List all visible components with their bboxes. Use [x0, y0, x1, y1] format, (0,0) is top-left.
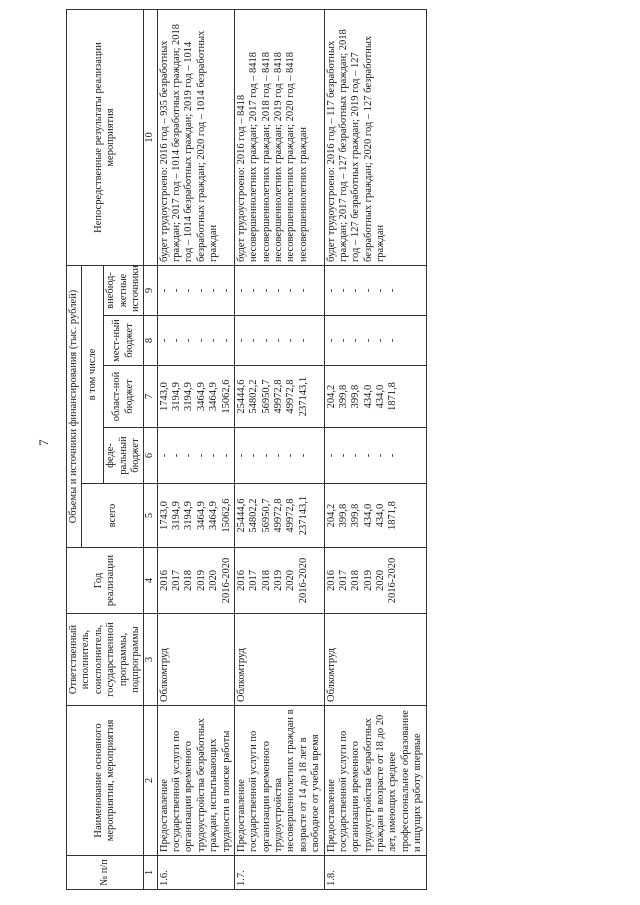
local-value: -: [248, 338, 260, 343]
years-value: 2018: [350, 570, 362, 591]
col-number: 6: [144, 428, 157, 484]
regional-value: 56950,7: [260, 379, 272, 414]
local-cell: [324, 316, 426, 366]
executor: Облкомтруд: [234, 614, 324, 706]
extra-value: -: [158, 288, 170, 293]
local-value: -: [195, 338, 207, 343]
total-value: 434,0: [375, 503, 386, 528]
local-value: -: [183, 338, 195, 343]
regional-value: 434,0: [375, 384, 386, 409]
total-value: 3194,9: [183, 501, 195, 530]
col-number: 7: [144, 366, 157, 428]
row-number: 1.8.: [324, 856, 426, 890]
federal-value: -: [297, 453, 309, 458]
federal-value: -: [350, 453, 362, 458]
local-cell: [234, 316, 324, 366]
extra-value: -: [375, 288, 386, 293]
federal-value: -: [362, 453, 374, 458]
local-value: -: [171, 338, 182, 343]
years-value: 2019: [362, 570, 374, 591]
federal-value: -: [387, 453, 399, 458]
measure-name: Предоставление государственной услуги по организации временного трудоустройства безработных граждан в возрасте от 18 до 20 лет, имеющих среднее профессиональное образование и ищущих работу впервые: [324, 706, 426, 856]
extra-value: -: [195, 288, 207, 293]
federal-value: -: [195, 453, 207, 458]
years-value: 2020: [208, 570, 220, 591]
years-value: 2016-2020: [387, 557, 399, 604]
total-cell: [157, 484, 234, 548]
regional-value: 399,8: [350, 384, 362, 409]
federal-value: -: [208, 453, 220, 458]
row-number: 1.7.: [234, 856, 324, 890]
years-value: 2016: [325, 570, 337, 591]
regional-value: 15062,6: [220, 379, 232, 414]
total-value: 434,0: [362, 503, 374, 528]
header-extra: внебюд-жетные источники: [104, 266, 144, 316]
extra-value: -: [350, 288, 362, 293]
header-results: Непосредственные результаты реализации мероприятия: [67, 10, 144, 266]
years-value: 2016-2020: [220, 557, 232, 604]
federal-value: -: [337, 453, 349, 458]
col-number: 3: [144, 614, 157, 706]
col-number: 4: [144, 548, 157, 614]
header-name: Наименование основного мероприятия, мероприятия: [67, 706, 144, 856]
rotated-table-container: [66, 10, 626, 890]
col-number: 2: [144, 706, 157, 856]
total-value: 49972,8: [273, 498, 284, 533]
table-body: [144, 10, 426, 890]
regional-cell: [234, 366, 324, 428]
total-value: 3464,9: [195, 501, 207, 530]
total-value: 204,2: [325, 503, 337, 528]
federal-cell: [157, 428, 234, 484]
years-value: 2016: [158, 570, 170, 591]
regional-value: 3464,9: [195, 382, 207, 411]
executor: Облкомтруд: [157, 614, 234, 706]
years-cell: [234, 548, 324, 614]
local-value: -: [350, 338, 362, 343]
local-value: -: [235, 338, 247, 343]
table-row: [234, 10, 324, 890]
extra-value: -: [362, 288, 374, 293]
local-cell: [157, 316, 234, 366]
extra-value: -: [297, 288, 309, 293]
total-value: 49972,8: [285, 498, 297, 533]
regional-value: 1743,0: [158, 382, 170, 411]
extra-value: -: [273, 288, 284, 293]
row-number: 1.6.: [157, 856, 234, 890]
header-regional: област-ной бюджет: [104, 366, 144, 428]
extra-value: -: [208, 288, 220, 293]
extra-value: -: [260, 288, 272, 293]
column-number-row: [144, 10, 157, 890]
federal-value: -: [325, 453, 337, 458]
results: будет трудоустроено: 2016 год – 8418 несовершеннолетних граждан; 2017 год – 8418 несовершеннолетних граждан; 2018 год – 8418 несовершеннолетних граждан; 2019 год – 8418 несовершеннолетних граждан; 2020 год – 8418 несовершеннолетних граждан: [234, 10, 324, 266]
years-value: 2016-2020: [297, 557, 309, 604]
header-executor: Ответственный исполнитель, соисполнитель, государственной программы, подпрограммы: [67, 614, 144, 706]
federal-value: -: [183, 453, 195, 458]
local-value: -: [375, 338, 386, 343]
extra-value: -: [387, 288, 399, 293]
local-value: -: [297, 338, 309, 343]
results: будет трудоустроено: 2016 год – 935 безработных граждан; 2017 год – 1014 безработных граждан; 2018 год – 1014 безработных граждан; 2019 год – 1014 безработных граждан; 2020 год – 1014 безработных граждан: [157, 10, 234, 266]
local-value: -: [208, 338, 220, 343]
years-value: 2020: [285, 570, 297, 591]
regional-value: 54802,2: [248, 379, 260, 414]
total-cell: [234, 484, 324, 548]
years-value: 2017: [337, 570, 349, 591]
total-value: 25444,6: [235, 498, 247, 533]
local-value: -: [325, 338, 337, 343]
extra-value: -: [220, 288, 232, 293]
total-value: 3194,9: [171, 501, 182, 530]
col-number: 9: [144, 266, 157, 316]
measure-name: Предоставление государственной услуги по организации временного трудоустройства безработных граждан, испытывающих трудности в поиске работы: [157, 706, 234, 856]
regional-value: 25444,6: [235, 379, 247, 414]
regional-cell: [324, 366, 426, 428]
measure-name: Предоставление государственной услуги по организации временного трудоустройства несовершеннолетних граждан в возрасте от 14 до 18 лет в свободное от учебы время: [234, 706, 324, 856]
extra-value: -: [183, 288, 195, 293]
total-value: 1871,8: [387, 501, 399, 530]
years-value: 2018: [260, 570, 272, 591]
local-value: -: [337, 338, 349, 343]
header-no: № п/п: [67, 856, 144, 890]
total-value: 237143,1: [297, 495, 309, 536]
federal-cell: [324, 428, 426, 484]
federal-value: -: [273, 453, 284, 458]
total-value: 3464,9: [208, 501, 220, 530]
federal-value: -: [158, 453, 170, 458]
col-number: 1: [144, 856, 157, 890]
federal-value: -: [220, 453, 232, 458]
federal-value: -: [171, 453, 182, 458]
header-local: мест-ный бюджет: [104, 316, 144, 366]
regional-value: 237143,1: [297, 376, 309, 417]
col-number: 5: [144, 484, 157, 548]
extra-value: -: [248, 288, 260, 293]
local-value: -: [285, 338, 297, 343]
executor: Облкомтруд: [324, 614, 426, 706]
extra-value: -: [171, 288, 182, 293]
program-table: [66, 9, 427, 890]
local-value: -: [260, 338, 272, 343]
regional-cell: [157, 366, 234, 428]
table-row: [157, 10, 234, 890]
extra-cell: [234, 266, 324, 316]
federal-cell: [234, 428, 324, 484]
regional-value: 49972,8: [285, 379, 297, 414]
extra-value: -: [337, 288, 349, 293]
col-number: 8: [144, 316, 157, 366]
header-funding: Объемы и источники финансирования (тыс. рублей): [67, 266, 82, 548]
extra-value: -: [285, 288, 297, 293]
col-number: 10: [144, 10, 157, 266]
page-number: 7: [36, 439, 51, 446]
years-value: 2017: [248, 570, 260, 591]
local-value: -: [387, 338, 399, 343]
table-row: [324, 10, 426, 890]
regional-value: 3194,9: [183, 382, 195, 411]
years-value: 2017: [171, 570, 182, 591]
local-value: -: [220, 338, 232, 343]
federal-value: -: [248, 453, 260, 458]
regional-value: 3464,9: [208, 382, 220, 411]
federal-value: -: [235, 453, 247, 458]
total-value: 399,8: [350, 503, 362, 528]
federal-value: -: [285, 453, 297, 458]
federal-value: -: [375, 453, 386, 458]
regional-value: 1871,8: [387, 382, 399, 411]
years-cell: [157, 548, 234, 614]
total-value: 54802,2: [248, 498, 260, 533]
regional-value: 49972,8: [273, 379, 284, 414]
years-value: 2020: [375, 570, 386, 591]
header-year: Год реализации: [67, 548, 144, 614]
header-incl: в том числе: [82, 266, 104, 484]
header-total: всего: [82, 484, 144, 548]
extra-cell: [157, 266, 234, 316]
extra-value: -: [325, 288, 337, 293]
total-value: 1743,0: [158, 501, 170, 530]
years-value: 2018: [183, 570, 195, 591]
header-federal: феде-ральный бюджет: [104, 428, 144, 484]
regional-value: 434,0: [362, 384, 374, 409]
regional-value: 399,8: [337, 384, 349, 409]
regional-value: 3194,9: [171, 382, 182, 411]
years-value: 2016: [235, 570, 247, 591]
extra-value: -: [235, 288, 247, 293]
local-value: -: [273, 338, 284, 343]
years-cell: [324, 548, 426, 614]
extra-cell: [324, 266, 426, 316]
results: будет трудоустроено: 2016 год – 117 безработных граждан; 2017 год – 127 безработных граждан; 2018 год – 127 безработных граждан; 2019 год – 127 безработных граждан; 2020 год – 127 безработных граждан: [324, 10, 426, 266]
local-value: -: [158, 338, 170, 343]
total-value: 56950,7: [260, 498, 272, 533]
local-value: -: [362, 338, 374, 343]
years-value: 2019: [195, 570, 207, 591]
total-value: 399,8: [337, 503, 349, 528]
regional-value: 204,2: [325, 384, 337, 409]
total-cell: [324, 484, 426, 548]
federal-value: -: [260, 453, 272, 458]
total-value: 15062,6: [220, 498, 232, 533]
years-value: 2019: [273, 570, 284, 591]
